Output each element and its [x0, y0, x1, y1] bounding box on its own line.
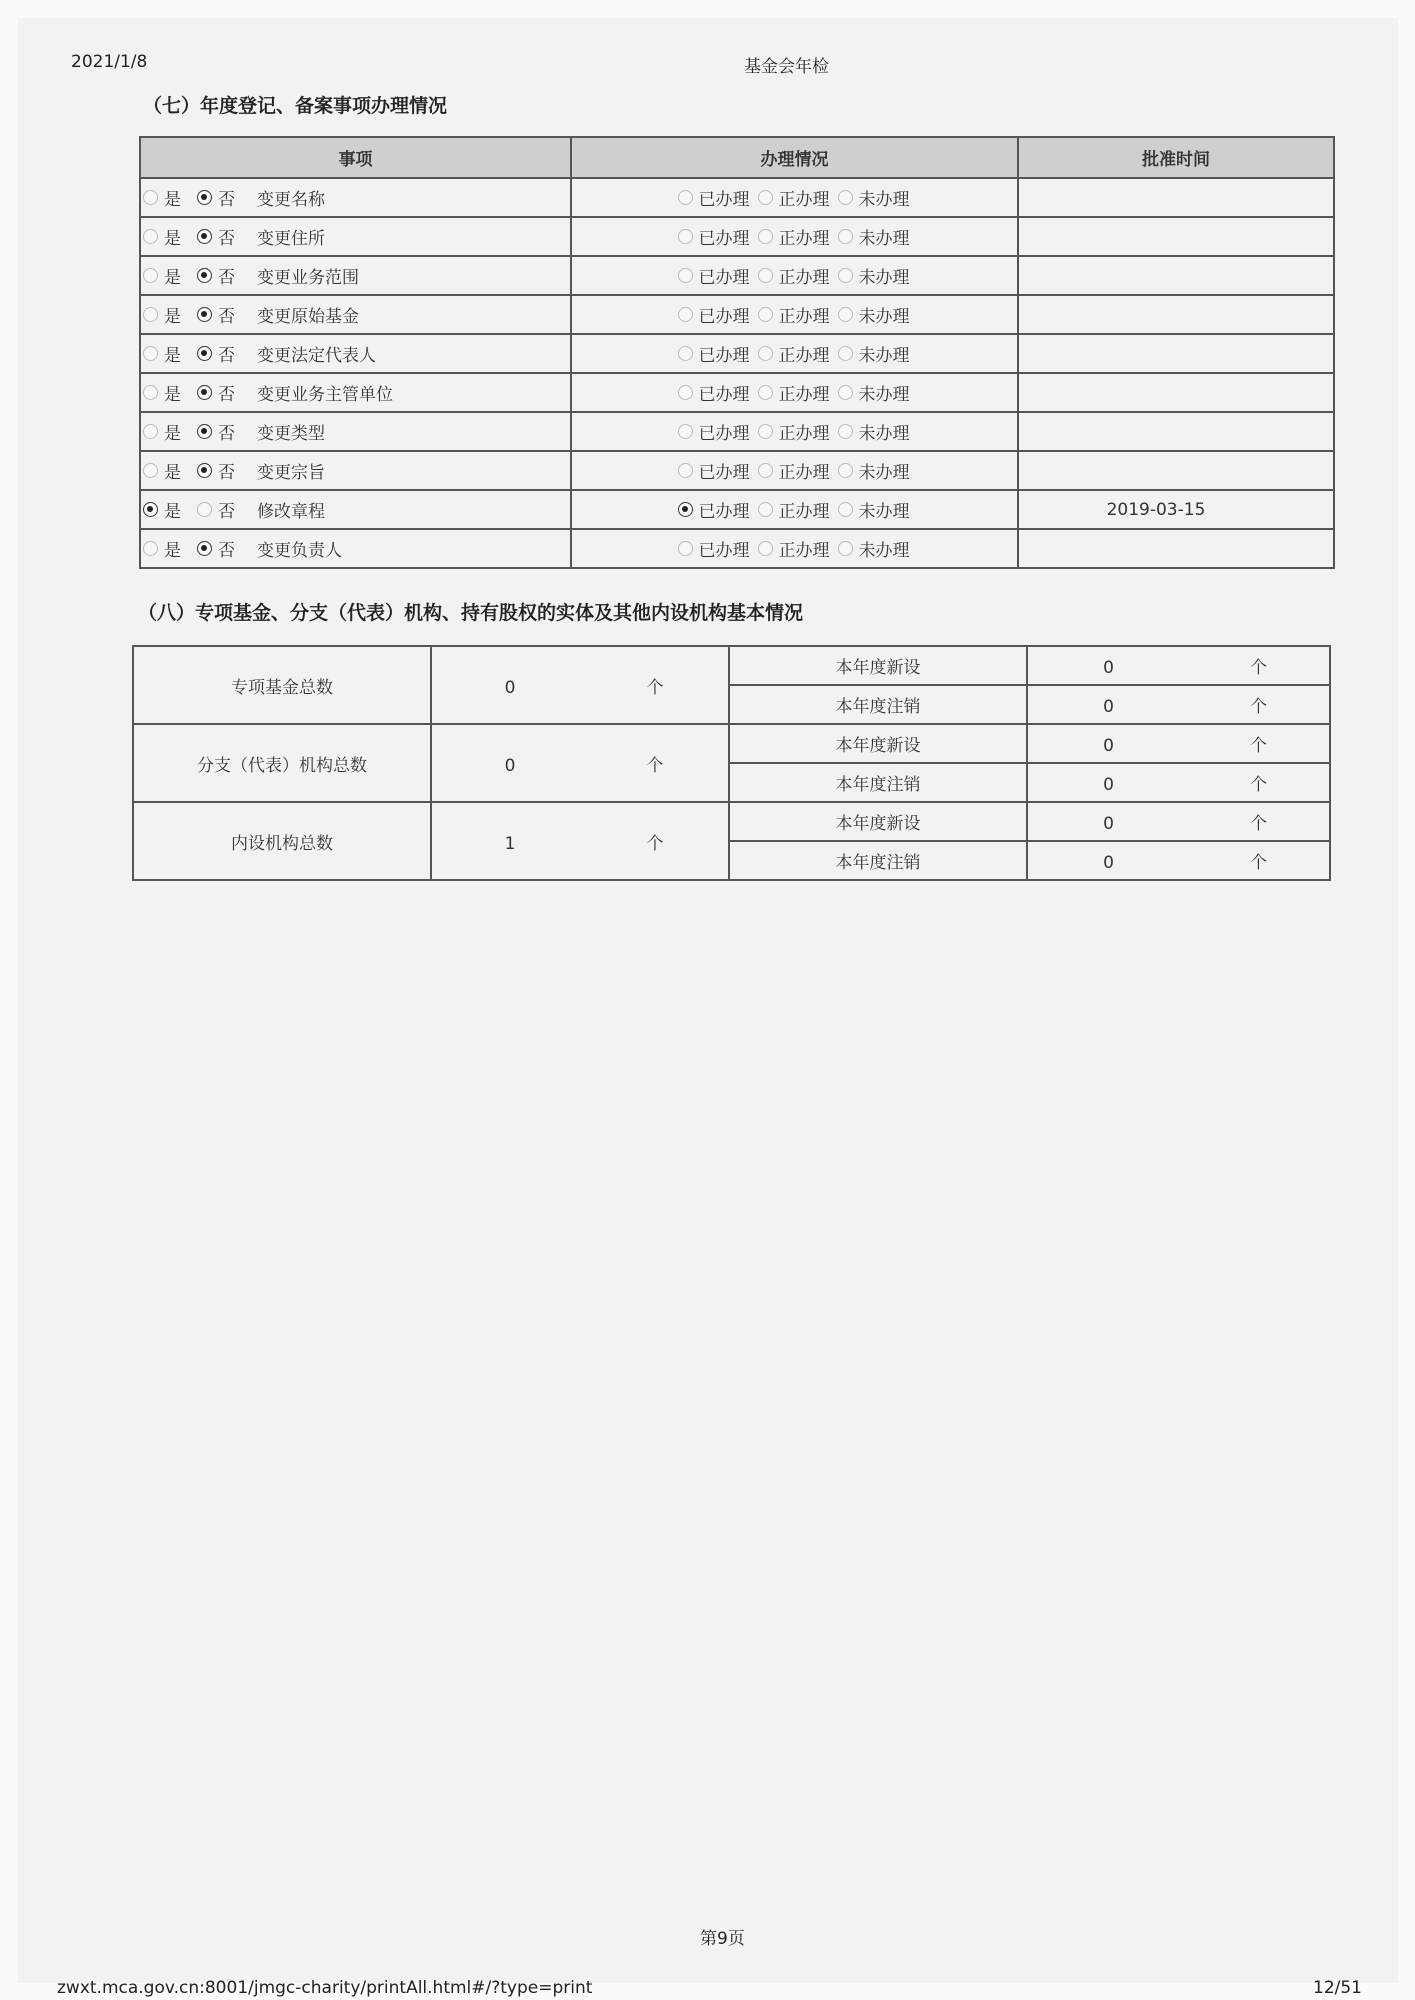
approval-date	[1018, 334, 1334, 373]
status-label: 正办理	[778, 307, 830, 327]
item-name: 变更法定代表人	[257, 346, 376, 366]
status-label: 已办理	[698, 385, 750, 405]
status-label: 正办理	[778, 229, 830, 249]
yes-label: 是	[164, 541, 181, 561]
status-label: 已办理	[698, 346, 750, 366]
status-radio-0[interactable]	[678, 541, 693, 556]
status-radio-2[interactable]	[838, 190, 853, 205]
status-radio-0[interactable]	[678, 307, 693, 322]
status-radio-2[interactable]	[838, 424, 853, 439]
status-label: 已办理	[698, 502, 750, 522]
unit: 个	[1250, 697, 1267, 717]
approval-date	[1018, 412, 1334, 451]
yes-label: 是	[164, 229, 181, 249]
status-radio-1[interactable]	[758, 268, 773, 283]
institutions-table	[132, 645, 1331, 881]
status-label: 已办理	[698, 424, 750, 444]
item-name: 变更住所	[257, 229, 325, 249]
yes-label: 是	[164, 346, 181, 366]
status-radio-0[interactable]	[678, 463, 693, 478]
status-radio-2[interactable]	[838, 385, 853, 400]
status-label: 未办理	[858, 385, 910, 405]
status-radio-1[interactable]	[758, 346, 773, 361]
no-label: 否	[218, 502, 235, 522]
yes-radio[interactable]	[143, 190, 158, 205]
yes-label: 是	[164, 268, 181, 288]
table-header-row	[140, 137, 1334, 178]
print-page-count: 12/51	[1313, 1978, 1362, 1998]
status-radio-2[interactable]	[838, 502, 853, 517]
table-row	[133, 646, 1330, 685]
item-name: 变更宗旨	[257, 463, 325, 483]
item-name: 变更负责人	[257, 541, 342, 561]
yes-label: 是	[164, 502, 181, 522]
registration-table	[139, 136, 1335, 569]
table-row	[133, 724, 1330, 763]
table-row	[140, 412, 1334, 451]
cancel-label: 本年度注销	[729, 763, 1027, 802]
status-label: 正办理	[778, 385, 830, 405]
approval-date	[1018, 373, 1334, 412]
group-total	[431, 802, 729, 880]
yes-label: 是	[164, 385, 181, 405]
cancel-value: 0	[1103, 853, 1114, 873]
yes-radio[interactable]	[143, 541, 158, 556]
cancel-label: 本年度注销	[729, 841, 1027, 880]
status-radio-2[interactable]	[838, 268, 853, 283]
new-value: 0	[1103, 814, 1114, 834]
total-value: 1	[504, 833, 516, 854]
status-radio-1[interactable]	[758, 502, 773, 517]
status-radio-1[interactable]	[758, 424, 773, 439]
yes-radio[interactable]	[143, 307, 158, 322]
unit: 个	[1250, 775, 1267, 795]
table-row	[140, 490, 1334, 529]
approval-date	[1018, 529, 1334, 568]
no-label: 否	[218, 307, 235, 327]
cancel-value: 0	[1103, 697, 1114, 717]
no-radio[interactable]	[197, 463, 212, 478]
table-row	[140, 373, 1334, 412]
page-number: 第9页	[700, 1929, 745, 1949]
status-label: 未办理	[858, 268, 910, 288]
unit: 个	[1250, 736, 1267, 756]
status-label: 正办理	[778, 424, 830, 444]
status-radio-1[interactable]	[758, 385, 773, 400]
unit: 个	[646, 755, 664, 776]
no-radio[interactable]	[197, 268, 212, 283]
status-radio-1[interactable]	[758, 229, 773, 244]
page-header-title: 基金会年检	[744, 57, 829, 77]
status-radio-2[interactable]	[838, 463, 853, 478]
table-row	[140, 451, 1334, 490]
status-label: 未办理	[858, 229, 910, 249]
status-label: 未办理	[858, 190, 910, 210]
no-radio[interactable]	[197, 190, 212, 205]
status-label: 已办理	[698, 268, 750, 288]
status-radio-0[interactable]	[678, 229, 693, 244]
table-row	[140, 334, 1334, 373]
no-label: 否	[218, 268, 235, 288]
total-value: 0	[504, 755, 516, 776]
yes-label: 是	[164, 463, 181, 483]
group-total	[431, 646, 729, 724]
yes-label: 是	[164, 307, 181, 327]
yes-radio[interactable]	[143, 424, 158, 439]
no-radio[interactable]	[197, 385, 212, 400]
status-label: 正办理	[778, 502, 830, 522]
unit: 个	[646, 677, 664, 698]
yes-label: 是	[164, 424, 181, 444]
no-label: 否	[218, 190, 235, 210]
status-label: 正办理	[778, 463, 830, 483]
status-radio-0[interactable]	[678, 424, 693, 439]
cancel-count	[1027, 841, 1330, 880]
table-row	[140, 295, 1334, 334]
item-name: 修改章程	[257, 502, 325, 522]
col-date: 批准时间	[1018, 137, 1334, 178]
status-radio-0[interactable]	[678, 268, 693, 283]
status-label: 正办理	[778, 190, 830, 210]
status-label: 未办理	[858, 502, 910, 522]
unit: 个	[1250, 814, 1267, 834]
no-label: 否	[218, 385, 235, 405]
status-radio-2[interactable]	[838, 541, 853, 556]
new-label: 本年度新设	[729, 646, 1027, 685]
status-label: 已办理	[698, 541, 750, 561]
status-label: 已办理	[698, 229, 750, 249]
yes-radio[interactable]	[143, 346, 158, 361]
status-label: 正办理	[778, 268, 830, 288]
status-label: 未办理	[858, 346, 910, 366]
no-label: 否	[218, 541, 235, 561]
yes-radio[interactable]	[143, 229, 158, 244]
item-name: 变更业务范围	[257, 268, 359, 288]
no-radio[interactable]	[197, 307, 212, 322]
unit: 个	[1250, 853, 1267, 873]
new-count	[1027, 724, 1330, 763]
yes-radio[interactable]	[143, 385, 158, 400]
table-row	[133, 802, 1330, 841]
status-label: 未办理	[858, 463, 910, 483]
group-label: 分支（代表）机构总数	[133, 724, 431, 802]
status-label: 已办理	[698, 190, 750, 210]
status-label: 正办理	[778, 541, 830, 561]
no-radio[interactable]	[197, 229, 212, 244]
status-radio-1[interactable]	[758, 190, 773, 205]
new-count	[1027, 646, 1330, 685]
no-label: 否	[218, 424, 235, 444]
group-total	[431, 724, 729, 802]
section8-title: （八）专项基金、分支（代表）机构、持有股权的实体及其他内设机构基本情况	[138, 602, 804, 624]
table-row	[140, 217, 1334, 256]
col-status: 办理情况	[571, 137, 1018, 178]
status-radio-0[interactable]	[678, 190, 693, 205]
status-label: 已办理	[698, 307, 750, 327]
no-radio[interactable]	[197, 541, 212, 556]
status-radio-1[interactable]	[758, 541, 773, 556]
status-radio-1[interactable]	[758, 463, 773, 478]
approval-date	[1018, 451, 1334, 490]
item-name: 变更名称	[257, 190, 325, 210]
new-count	[1027, 802, 1330, 841]
yes-radio[interactable]	[143, 268, 158, 283]
cancel-value: 0	[1103, 775, 1114, 795]
status-label: 未办理	[858, 541, 910, 561]
status-label: 正办理	[778, 346, 830, 366]
status-radio-2[interactable]	[838, 307, 853, 322]
status-radio-2[interactable]	[838, 346, 853, 361]
yes-radio[interactable]	[143, 463, 158, 478]
total-value: 0	[504, 677, 516, 698]
status-radio-0[interactable]	[678, 346, 693, 361]
no-radio[interactable]	[197, 424, 212, 439]
status-radio-0[interactable]	[678, 502, 693, 517]
approval-date	[1018, 217, 1334, 256]
approval-date	[1018, 256, 1334, 295]
unit: 个	[1250, 658, 1267, 678]
item-name: 变更业务主管单位	[257, 385, 393, 405]
item-name: 变更类型	[257, 424, 325, 444]
yes-label: 是	[164, 190, 181, 210]
approval-date	[1018, 178, 1334, 217]
status-label: 未办理	[858, 307, 910, 327]
cancel-count	[1027, 685, 1330, 724]
table-row	[140, 178, 1334, 217]
new-value: 0	[1103, 658, 1114, 678]
status-radio-1[interactable]	[758, 307, 773, 322]
cancel-label: 本年度注销	[729, 685, 1027, 724]
new-value: 0	[1103, 736, 1114, 756]
status-radio-2[interactable]	[838, 229, 853, 244]
no-label: 否	[218, 463, 235, 483]
cancel-count	[1027, 763, 1330, 802]
section7-title: （七）年度登记、备案事项办理情况	[143, 95, 448, 117]
no-label: 否	[218, 346, 235, 366]
col-item: 事项	[140, 137, 571, 178]
no-label: 否	[218, 229, 235, 249]
status-label: 已办理	[698, 463, 750, 483]
approval-date: 2019-03-15	[1018, 490, 1334, 529]
no-radio[interactable]	[197, 502, 212, 517]
group-label: 专项基金总数	[133, 646, 431, 724]
item-name: 变更原始基金	[257, 307, 359, 327]
no-radio[interactable]	[197, 346, 212, 361]
yes-radio[interactable]	[143, 502, 158, 517]
approval-date	[1018, 295, 1334, 334]
status-radio-0[interactable]	[678, 385, 693, 400]
new-label: 本年度新设	[729, 724, 1027, 763]
unit: 个	[646, 833, 664, 854]
print-url: zwxt.mca.gov.cn:8001/jmgc-charity/printAll.html#/?type=print	[57, 1978, 593, 1998]
status-label: 未办理	[858, 424, 910, 444]
table-row	[140, 256, 1334, 295]
group-label: 内设机构总数	[133, 802, 431, 880]
table-row	[140, 529, 1334, 568]
print-date: 2021/1/8	[71, 52, 148, 72]
new-label: 本年度新设	[729, 802, 1027, 841]
